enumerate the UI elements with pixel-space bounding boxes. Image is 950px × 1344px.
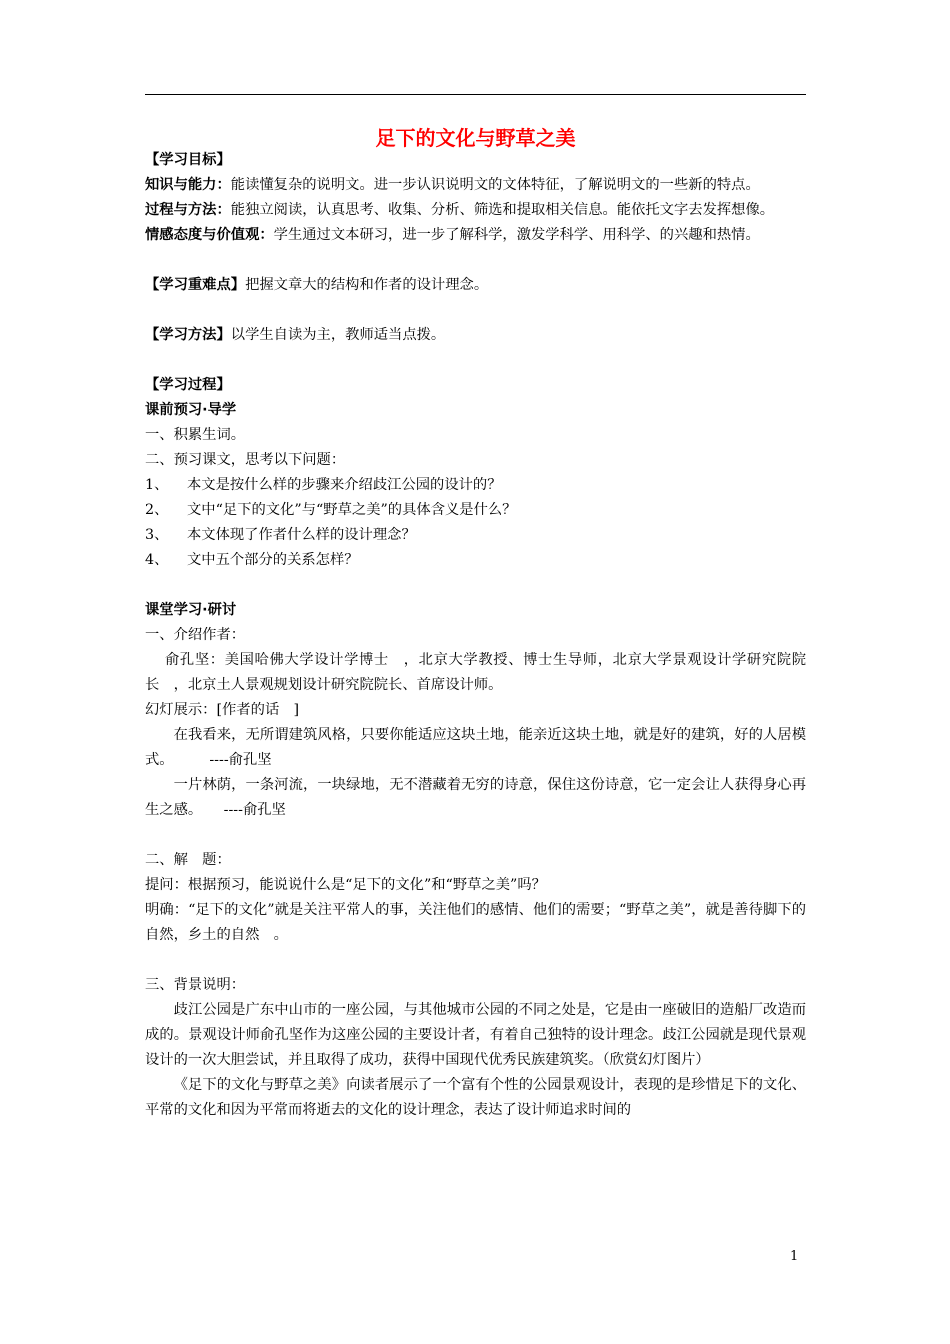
goal-emotion: 情感态度与价值观：学生通过文本研习，进一步了解科学，激发学科学、用科学、的兴趣和热情。	[145, 227, 760, 243]
preview-item-2: 二、预习课文，思考以下问题：	[145, 452, 346, 468]
author-quote-1: 在我看来，无所谓建筑风格，只要你能适应这块土地，能亲近这块土地，就是好的建筑，好的人居模式。 ----俞孔坚	[145, 727, 806, 768]
learning-method: 【学习方法】以学生自读为主，教师适当点拨。	[145, 327, 446, 343]
question-item: 2、 文中“足下的文化”与“野草之美”的具体含义是什么？	[145, 502, 517, 518]
page-number: 1	[790, 1249, 799, 1264]
goal-process: 过程与方法：能独立阅读，认真思考、收集、分析、筛选和提取相关信息。能依托文字去发挥想像。	[145, 202, 775, 218]
author-bio: 俞孔坚：美国哈佛大学设计学博士 ，北京大学教授、博士生导师，北京大学景观设计学研究院院长 ，北京土人景观规划设计研究院院长、首席设计师。	[145, 652, 806, 693]
background-heading: 三、背景说明：	[145, 977, 246, 993]
background-paragraph-2: 《足下的文化与野草之美》向读者展示了一个富有个性的公园景观设计，表现的是珍惜足下的文化、平常的文化和因为平常而将逝去的文化的设计理念，表达了设计师追求时间的	[145, 1077, 806, 1118]
topic-heading: 二、解 题：	[145, 852, 231, 868]
goal-knowledge: 知识与能力：能读懂复杂的说明文。进一步认识说明文的文体特征，了解说明文的一些新的特点。	[145, 177, 760, 193]
goals-heading: 【学习目标】	[145, 152, 231, 168]
question-item: 4、 文中五个部分的关系怎样？	[145, 552, 359, 568]
question-item: 3、 本文体现了作者什么样的设计理念？	[145, 527, 416, 543]
question-item: 1、 本文是按什么样的步骤来介绍歧江公园的设计的？	[145, 477, 502, 493]
process-heading: 【学习过程】	[145, 377, 231, 393]
author-quote-2: 一片林荫，一条河流，一块绿地，无不潜藏着无穷的诗意，保住这份诗意，它一定会让人获得身心再生之感。 ----俞孔坚	[145, 777, 806, 818]
topic-answer: 明确：“足下的文化”就是关注平常人的事，关注他们的感情、他们的需要；“野草之美”，就是善待脚下的自然，乡土的自然 。	[145, 902, 806, 943]
class-heading: 课堂学习·研讨	[145, 602, 237, 618]
preview-item-1: 一、积累生词。	[145, 427, 246, 443]
preview-heading: 课前预习·导学	[145, 402, 237, 418]
page-title: 足下的文化与野草之美	[375, 126, 576, 150]
header-rule	[145, 94, 806, 95]
keypoints: 【学习重难点】把握文章大的结构和作者的设计理念。	[145, 277, 489, 293]
slide-line: 幻灯展示：[作者的话 ]	[145, 702, 300, 718]
topic-question: 提问：根据预习，能说说什么是“足下的文化”和“野草之美”吗？	[145, 877, 546, 893]
background-paragraph-1: 歧江公园是广东中山市的一座公园，与其他城市公园的不同之处是，它是由一座破旧的造船厂改造而成的。景观设计师俞孔坚作为这座公园的主要设计者，有着自己独特的设计理念。歧江公园就是现代景观设计的一次大胆尝试，并且取得了成功，获得中国现代优秀民族建筑奖。（欣赏幻灯图片）	[145, 1002, 806, 1068]
author-heading: 一、介绍作者：	[145, 627, 246, 643]
document-body	[145, 148, 806, 1123]
